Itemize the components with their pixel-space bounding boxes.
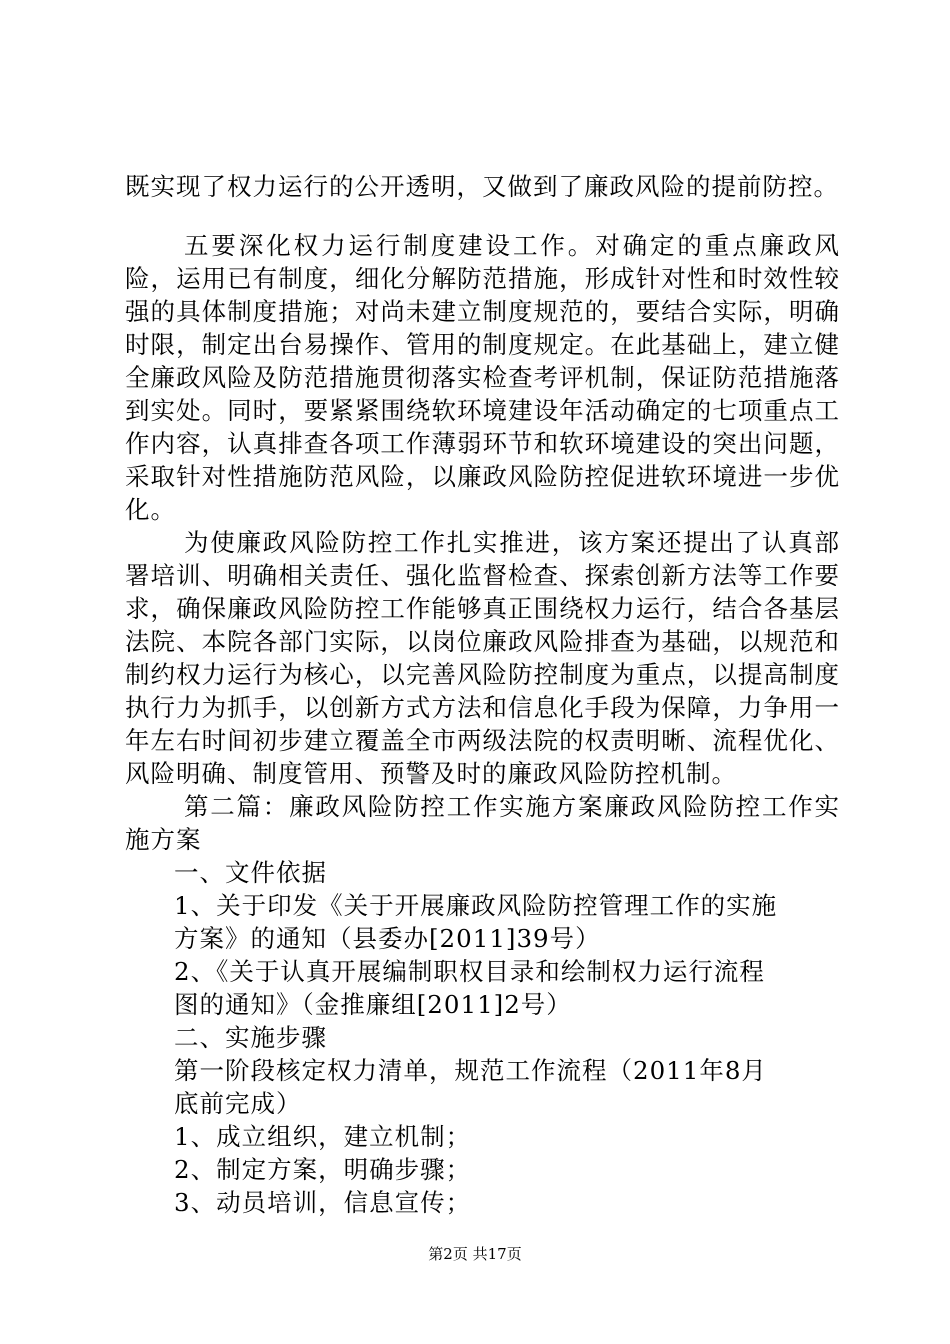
outline-heading-steps: 二、实施步骤 bbox=[174, 1023, 327, 1052]
outline-step-2: 2、制定方案，明确步骤； bbox=[174, 1155, 472, 1184]
outline-stage-one: 第一阶段核定权力清单，规范工作流程（2011年8月底前完成） bbox=[174, 1056, 767, 1118]
document-body bbox=[125, 170, 840, 1219]
paragraph-requirements: 为使廉政风险防控工作扎实推进，该方案还提出了认真部署培训、明确相关责任、强化监督检查、探索创新方法等工作要求，确保廉政风险防控工作能够真正围绕权力运行，结合各基层法院、本院各部门实际，以岗位廉政风险排查为基础，以规范和制约权力运行为核心，以完善风险防控制度为重点，以提高制度执行力为抓手，以创新方式方法和信息化手段为保障，力争用一年左右时间初步建立覆盖全市两级法院的权责明晰、流程优化、风险明确、制度管用、预警及时的廉政风险防控机制。 bbox=[125, 528, 840, 788]
page-footer: 第2页 共17页 bbox=[428, 1245, 522, 1263]
outline-item-basis-1: 1、关于印发《关于开展廉政风险防控管理工作的实施方案》的通知（县委办[2011]39号） bbox=[174, 891, 778, 953]
outline-heading-basis: 一、文件依据 bbox=[174, 858, 327, 887]
outline-item-basis-2: 2、《关于认真开展编制职权目录和绘制权力运行流程图的通知》（金推廉组[2011]2号） bbox=[174, 957, 765, 1019]
outline-step-3: 3、动员培训，信息宣传； bbox=[174, 1188, 472, 1217]
paragraph-point-five: 五要深化权力运行制度建设工作。对确定的重点廉政风险，运用已有制度，细化分解防范措施，形成针对性和时效性较强的具体制度措施；对尚未建立制度规范的，要结合实际，明确时限，制定出台易操作、管用的制度规定。在此基础上，建立健全廉政风险及防范措施贯彻落实检查考评机制，保证防范措施落到实处。同时，要紧紧围绕软环境建设年活动确定的七项重点工作内容，认真排查各项工作薄弱环节和软环境建设的突出问题，采取针对性措施防范风险，以廉政风险防控促进软环境进一步优化。 bbox=[125, 231, 840, 524]
outline-step-1: 1、成立组织，建立机制； bbox=[174, 1122, 472, 1151]
section-title-part-two: 第二篇：廉政风险防控工作实施方案廉政风险防控工作实施方案 bbox=[125, 792, 840, 854]
paragraph-continuation: 既实现了权力运行的公开透明，又做到了廉政风险的提前防控。 bbox=[125, 172, 839, 201]
